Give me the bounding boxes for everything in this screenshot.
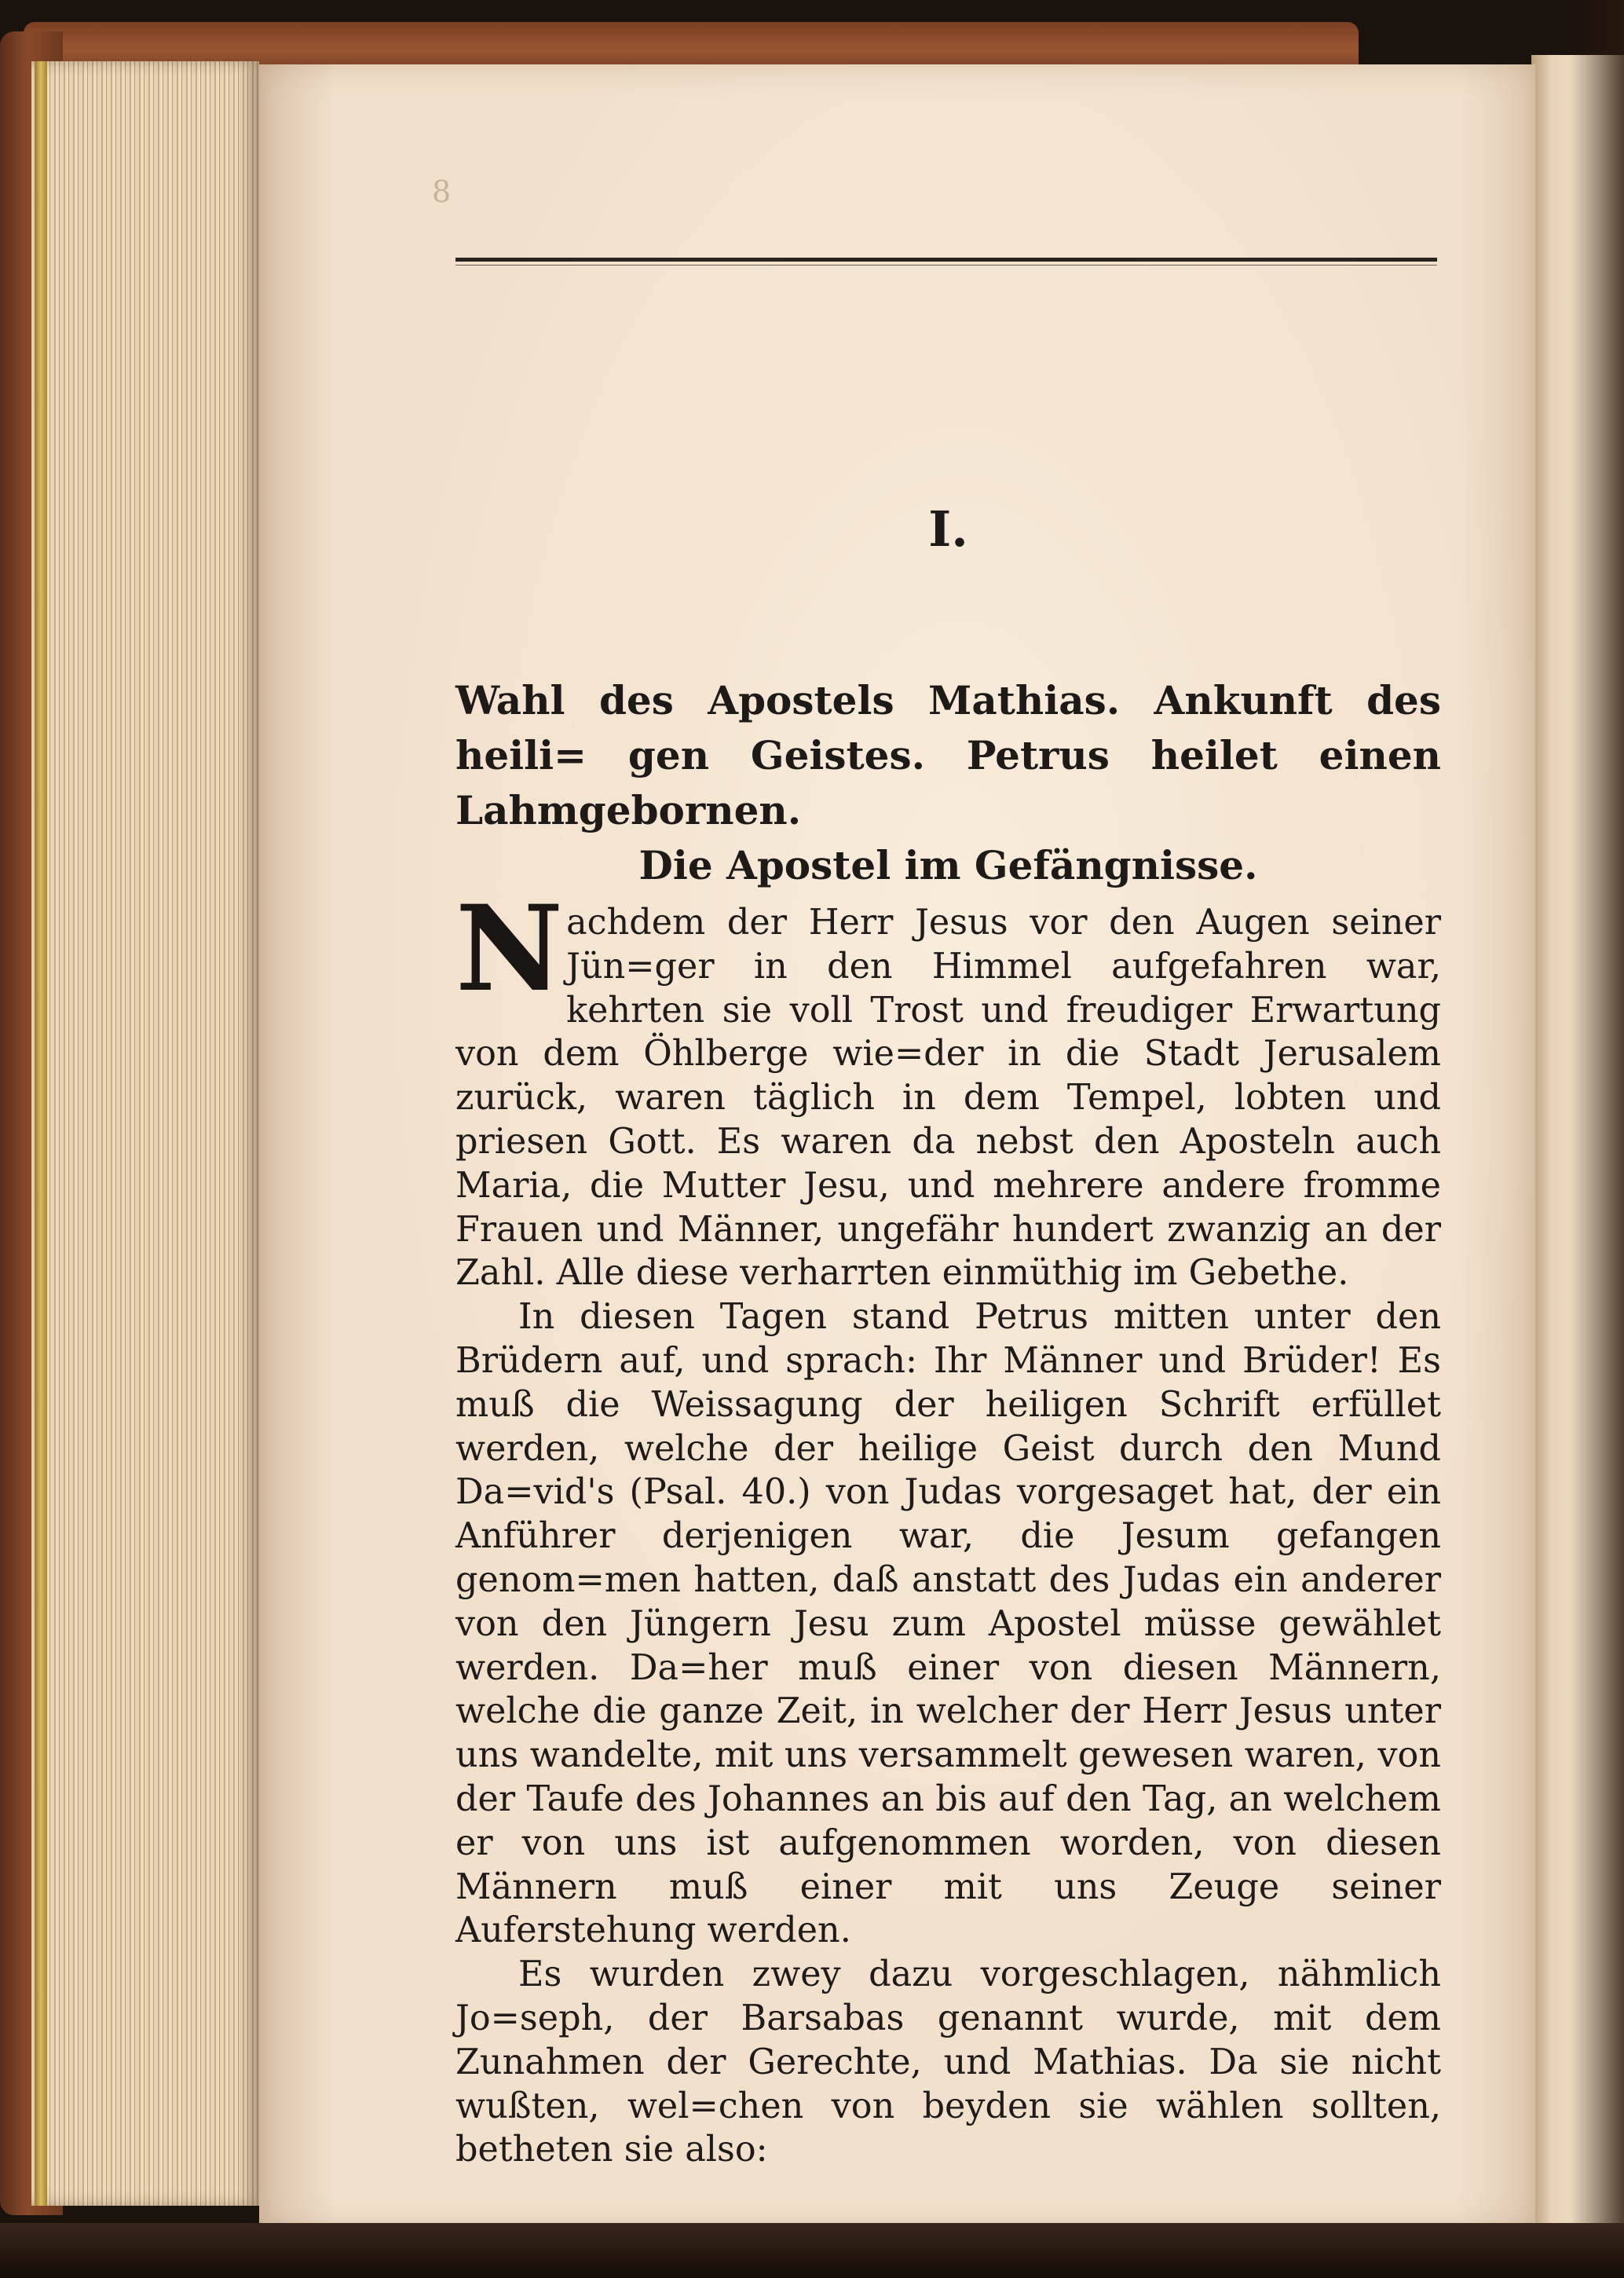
heading-line-3: Die Apostel im Gefängnisse.	[638, 842, 1258, 888]
header-rule	[455, 258, 1437, 262]
book-page	[259, 64, 1535, 2229]
heading-line-1: Wahl des Apostels Mathias. Ankunft des heili=	[455, 677, 1441, 778]
page-number: 8	[432, 174, 453, 209]
paragraph-3: Es wurden zwey dazu vorgeschlagen, nähmlich Jo=seph, der Barsabas genannt wurde, mit dem Zunahmen der Gerechte, und Mathias. Da sie nicht wußten, wel=chen von beyden sie wählen sollten, betheten sie also:	[455, 1954, 1441, 2170]
paragraph-1-text: achdem der Herr Jesus vor den Augen seiner Jün=ger in den Himmel aufgefahren war, kehrten sie voll Trost und freudiger Erwartung von dem Öhlberge wie=der in die Stadt Jerusalem zurück, waren täglich in dem Tempel, lobten und priesen Gott. Es waren da nebst den Aposteln auch Maria, die Mutter Jesu, und mehrere andere fromme Frauen und Männer, ungefähr hundert zwanzig an der Zahl. Alle diese verharrten einmüthig im Gebethe.	[455, 903, 1441, 1294]
heading-line-2: gen Geistes. Petrus heilet einen Lahmgebornen.	[455, 732, 1441, 833]
chapter-heading	[455, 673, 1441, 893]
page-edges	[31, 61, 259, 2206]
paragraph-2: In diesen Tagen stand Petrus mitten unter den Brüdern auf, und sprach: Ihr Männer und Brüder! Es muß die Weissagung der heiligen Schrift erfüllet werden, welche der heilige Geist durch den Mund Da=vid's (Psal. 40.) von Judas vorgesaget hat, der ein Anführer derjenigen war, die Jesum gefangen genom=men hatten, daß anstatt des Judas ein anderer von den Jüngern Jesu zum Apostel müsse gewählet werden. Da=her muß einer von diesen Männern, welche die ganze Zeit, in welcher der Herr Jesus unter uns wandelte, mit uns versammelt gewesen waren, von der Taufe des Johannes an bis auf den Tag, an welchem er von uns ist aufgenommen worden, von diesen Männern muß einer mit uns Zeuge seiner Auferstehung werden.	[455, 1297, 1441, 1951]
gilt-edge	[35, 61, 47, 2206]
book-bottom-edge	[0, 2223, 1624, 2278]
chapter-number: I.	[928, 500, 968, 558]
paragraph-1	[455, 880, 1441, 1295]
body-text	[455, 880, 1441, 2172]
facing-page-shadow	[1571, 0, 1624, 2278]
drop-cap: N	[455, 880, 564, 1018]
